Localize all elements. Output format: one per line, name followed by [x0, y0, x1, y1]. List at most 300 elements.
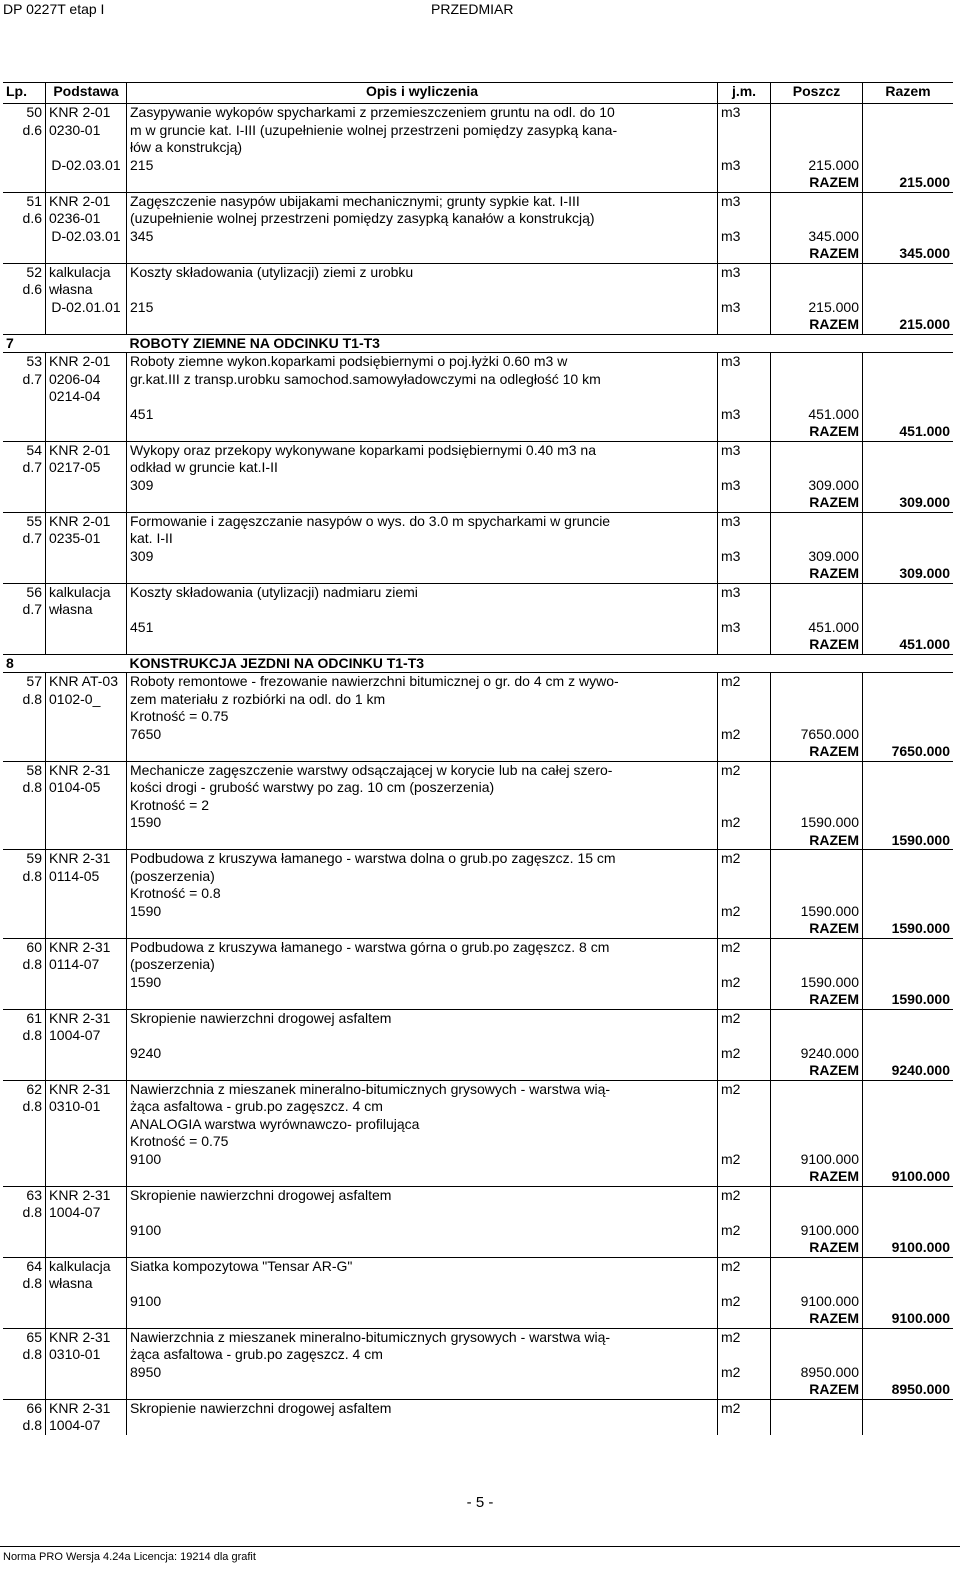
- razem-desc: [127, 1381, 718, 1399]
- lp-line: 63: [26, 1186, 42, 1203]
- razem-label: RAZEM: [771, 832, 863, 850]
- calc-row: [3, 1293, 953, 1311]
- calc-razem: [863, 1151, 954, 1169]
- position-basis: [46, 353, 127, 406]
- razem-value: 9100.000: [863, 1310, 954, 1328]
- calc-row: [3, 228, 953, 246]
- razem-row: [3, 174, 953, 192]
- position-poszcz: [771, 1080, 863, 1151]
- razem-basis: [46, 832, 127, 850]
- position-row: [3, 1009, 953, 1045]
- razem-basis: [46, 1062, 127, 1080]
- position-row: [3, 1328, 953, 1364]
- position-description: [127, 673, 718, 726]
- lp-line: 59: [26, 850, 42, 866]
- razem-unit: [718, 1310, 771, 1328]
- calc-value: 215: [127, 157, 718, 175]
- lp-line: d.7: [22, 530, 42, 546]
- calc-unit: m3: [718, 406, 771, 424]
- position-number: [3, 263, 46, 299]
- basis-line: własna: [49, 1275, 93, 1291]
- position-number: [3, 192, 46, 228]
- position-description: [127, 1257, 718, 1293]
- calc-value: 7650: [127, 726, 718, 744]
- position-razem: [863, 761, 954, 814]
- lp-line: 54: [26, 441, 42, 458]
- calc-poszcz: 9100.000: [771, 1222, 863, 1240]
- position-basis: [46, 1080, 127, 1151]
- section-title: ROBOTY ZIEMNE NA ODCINKU T1-T3: [127, 334, 954, 353]
- razem-label: RAZEM: [771, 1381, 863, 1399]
- description-line: (poszerzenia): [130, 867, 215, 884]
- razem-row: [3, 245, 953, 263]
- basis-line: KNR 2-31: [49, 850, 111, 866]
- position-basis: [46, 1009, 127, 1045]
- position-row: [3, 512, 953, 548]
- calc-value: 1590: [127, 814, 718, 832]
- description-line: odkład w gruncie kat.I-II: [130, 459, 278, 475]
- calc-unit: m2: [718, 1364, 771, 1382]
- description-line: łów a konstrukcją): [130, 139, 243, 155]
- razem-basis: [46, 316, 127, 334]
- basis-line: 1004-07: [49, 1027, 101, 1043]
- calc-value: 451: [127, 406, 718, 424]
- razem-desc: [127, 174, 718, 192]
- calc-razem: [863, 1364, 954, 1382]
- calc-value: 1590: [127, 903, 718, 921]
- section-gap: [46, 334, 127, 353]
- position-razem: [863, 263, 954, 299]
- calc-unit: m2: [718, 1222, 771, 1240]
- lp-line: 55: [26, 512, 42, 529]
- basis-line: 0114-05: [49, 867, 100, 884]
- basis-line: KNR 2-31: [49, 761, 111, 778]
- razem-row: [3, 565, 953, 583]
- calc-value: 345: [127, 228, 718, 246]
- razem-lp: [3, 920, 46, 938]
- basis-line: własna: [49, 601, 93, 617]
- calc-razem: [863, 477, 954, 495]
- position-number: [3, 441, 46, 477]
- basis-line: KNR AT-03: [49, 673, 118, 689]
- position-razem: [863, 1080, 954, 1151]
- lp-line: d.8: [22, 1204, 42, 1220]
- razem-unit: [718, 316, 771, 334]
- razem-value: 9240.000: [863, 1062, 954, 1080]
- position-basis: [46, 673, 127, 726]
- razem-desc: [127, 565, 718, 583]
- description-line: Krotność = 0.75: [130, 1133, 229, 1149]
- position-razem: [863, 512, 954, 548]
- description-line: Krotność = 0.8: [130, 885, 221, 901]
- position-poszcz: [771, 1257, 863, 1293]
- position-poszcz: [771, 1009, 863, 1045]
- razem-basis: [46, 494, 127, 512]
- position-unit: m3: [718, 583, 771, 619]
- calc-unit: m2: [718, 974, 771, 992]
- basis-line: KNR 2-31: [49, 1399, 111, 1416]
- razem-desc: [127, 245, 718, 263]
- razem-row: [3, 636, 953, 654]
- basis-line: KNR 2-31: [49, 1080, 111, 1097]
- calc-row: [3, 726, 953, 744]
- razem-label: RAZEM: [771, 1310, 863, 1328]
- calc-value: 9240: [127, 1045, 718, 1063]
- razem-row: [3, 423, 953, 441]
- razem-unit: [718, 174, 771, 192]
- calc-lp: [3, 299, 46, 317]
- basis-line: KNR 2-01: [49, 353, 111, 369]
- calc-lp: [3, 903, 46, 921]
- calc-lp: [3, 619, 46, 637]
- lp-line: d.8: [22, 867, 42, 884]
- position-basis: [46, 583, 127, 619]
- basis-line: kalkulacja: [49, 1257, 111, 1274]
- razem-basis: [46, 174, 127, 192]
- position-basis: [46, 1257, 127, 1293]
- position-unit: m3: [718, 512, 771, 548]
- description-line: Roboty remontowe - frezowanie nawierzchni bitumicznej o gr. do 4 cm z wywo-: [130, 673, 619, 689]
- razem-lp: [3, 991, 46, 1009]
- razem-lp: [3, 565, 46, 583]
- position-razem: [863, 104, 954, 157]
- position-unit: m3: [718, 104, 771, 157]
- lp-line: d.8: [22, 1417, 42, 1433]
- razem-row: [3, 1381, 953, 1399]
- description-line: Podbudowa z kruszywa łamanego - warstwa górna o grub.po zagęszcz. 8 cm: [130, 938, 610, 955]
- position-poszcz: [771, 263, 863, 299]
- basis-line: 0310-01: [49, 1098, 101, 1114]
- razem-basis: [46, 1381, 127, 1399]
- razem-lp: [3, 423, 46, 441]
- position-row: [3, 1080, 953, 1151]
- lp-line: 56: [26, 583, 42, 600]
- calc-basis: [46, 619, 127, 637]
- lp-line: d.8: [22, 1027, 42, 1043]
- razem-desc: [127, 1239, 718, 1257]
- calc-razem: [863, 814, 954, 832]
- position-description: [127, 1186, 718, 1222]
- position-number: [3, 1328, 46, 1364]
- razem-unit: [718, 245, 771, 263]
- footer-divider: [0, 1546, 960, 1547]
- calc-basis: [46, 1045, 127, 1063]
- calc-lp: [3, 1045, 46, 1063]
- calc-unit: m2: [718, 903, 771, 921]
- position-poszcz: [771, 512, 863, 548]
- razem-basis: [46, 991, 127, 1009]
- position-razem: [863, 1328, 954, 1364]
- razem-row: [3, 494, 953, 512]
- section-row: [3, 334, 953, 353]
- calc-lp: [3, 1293, 46, 1311]
- position-number: [3, 1257, 46, 1293]
- description-line: Mechanicze zagęszczenie warstwy odsączającej w korycie lub na całej szero-: [130, 761, 613, 778]
- basis-line: 0236-01: [49, 210, 101, 226]
- lp-line: 57: [26, 673, 42, 689]
- calc-basis: [46, 726, 127, 744]
- description-line: Nawierzchnia z mieszanek mineralno-bitumicznych grysowych - warstwa wią-: [130, 1328, 611, 1345]
- razem-desc: [127, 920, 718, 938]
- calc-basis: D-02.01.01: [46, 299, 127, 317]
- position-razem: [863, 192, 954, 228]
- calc-poszcz: 345.000: [771, 228, 863, 246]
- razem-label: RAZEM: [771, 636, 863, 654]
- calc-basis: [46, 406, 127, 424]
- position-number: [3, 1186, 46, 1222]
- position-razem: [863, 1257, 954, 1293]
- razem-basis: [46, 1168, 127, 1186]
- calc-row: [3, 548, 953, 566]
- position-description: [127, 263, 718, 299]
- calc-poszcz: 215.000: [771, 299, 863, 317]
- razem-lp: [3, 743, 46, 761]
- razem-lp: [3, 174, 46, 192]
- position-description: [127, 353, 718, 406]
- razem-row: [3, 1168, 953, 1186]
- lp-line: 52: [26, 263, 42, 280]
- razem-value: 9100.000: [863, 1168, 954, 1186]
- table-body: [3, 104, 953, 1435]
- position-description: [127, 1399, 718, 1435]
- position-unit: m2: [718, 673, 771, 726]
- position-basis: [46, 512, 127, 548]
- calc-poszcz: 7650.000: [771, 726, 863, 744]
- description-line: Siatka kompozytowa "Tensar AR-G": [130, 1257, 353, 1274]
- razem-value: 9100.000: [863, 1239, 954, 1257]
- lp-line: d.7: [22, 601, 42, 617]
- lp-line: d.8: [22, 956, 42, 972]
- position-razem: [863, 353, 954, 406]
- calc-row: [3, 477, 953, 495]
- basis-line: KNR 2-31: [49, 938, 111, 955]
- position-poszcz: [771, 1399, 863, 1435]
- calc-razem: [863, 974, 954, 992]
- position-row: [3, 583, 953, 619]
- razem-basis: [46, 636, 127, 654]
- calc-value: 309: [127, 548, 718, 566]
- razem-label: RAZEM: [771, 565, 863, 583]
- position-poszcz: [771, 761, 863, 814]
- basis-line: KNR 2-01: [49, 512, 111, 529]
- calc-razem: [863, 619, 954, 637]
- calc-basis: D-02.03.01: [46, 228, 127, 246]
- razem-lp: [3, 1310, 46, 1328]
- position-description: [127, 583, 718, 619]
- table-header-row: [3, 83, 953, 104]
- description-line: Koszty składowania (utylizacji) ziemi z urobku: [130, 263, 414, 280]
- razem-value: 451.000: [863, 423, 954, 441]
- position-razem: [863, 1186, 954, 1222]
- position-row: [3, 441, 953, 477]
- lp-line: d.6: [22, 281, 42, 297]
- calc-unit: m3: [718, 299, 771, 317]
- header-title: PRZEDMIAR: [431, 1, 514, 17]
- lp-line: d.8: [22, 1098, 42, 1114]
- calc-lp: [3, 1364, 46, 1382]
- razem-basis: [46, 245, 127, 263]
- position-poszcz: [771, 673, 863, 726]
- position-description: [127, 1080, 718, 1151]
- col-razem: Razem: [863, 83, 954, 104]
- calc-poszcz: 451.000: [771, 619, 863, 637]
- description-line: kości drogi - grubość warstwy po zag. 10 cm (poszerzenia): [130, 779, 495, 795]
- description-line: Wykopy oraz przekopy wykonywane koparkami podsiębiernymi 0.40 m3 na: [130, 441, 596, 458]
- position-basis: [46, 938, 127, 974]
- calc-row: [3, 299, 953, 317]
- position-description: [127, 441, 718, 477]
- position-razem: [863, 850, 954, 903]
- razem-unit: [718, 494, 771, 512]
- basis-line: KNR 2-01: [49, 441, 111, 458]
- position-row: [3, 353, 953, 406]
- position-poszcz: [771, 1186, 863, 1222]
- razem-row: [3, 316, 953, 334]
- razem-label: RAZEM: [771, 920, 863, 938]
- razem-value: 309.000: [863, 494, 954, 512]
- lp-line: d.8: [22, 779, 42, 795]
- razem-value: 309.000: [863, 565, 954, 583]
- calc-lp: [3, 1222, 46, 1240]
- calc-razem: [863, 228, 954, 246]
- position-razem: [863, 1009, 954, 1045]
- basis-line: kalkulacja: [49, 583, 111, 600]
- calc-row: [3, 814, 953, 832]
- calc-basis: [46, 1364, 127, 1382]
- razem-basis: [46, 920, 127, 938]
- basis-line: KNR 2-31: [49, 1328, 111, 1345]
- razem-row: [3, 1062, 953, 1080]
- calc-unit: m2: [718, 1151, 771, 1169]
- calc-row: [3, 974, 953, 992]
- col-poszcz: Poszcz: [771, 83, 863, 104]
- position-unit: m2: [718, 1080, 771, 1151]
- basis-line: kalkulacja: [49, 263, 111, 280]
- position-basis: [46, 104, 127, 157]
- calc-unit: m3: [718, 477, 771, 495]
- calc-value: 9100: [127, 1151, 718, 1169]
- razem-value: 1590.000: [863, 920, 954, 938]
- razem-desc: [127, 316, 718, 334]
- calc-unit: m3: [718, 548, 771, 566]
- razem-label: RAZEM: [771, 423, 863, 441]
- basis-line: 0114-07: [49, 956, 100, 972]
- calc-basis: [46, 903, 127, 921]
- position-unit: m2: [718, 1186, 771, 1222]
- lp-line: 66: [26, 1399, 42, 1416]
- basis-line: 0206-04: [49, 370, 101, 387]
- calc-lp: [3, 974, 46, 992]
- position-unit: m2: [718, 938, 771, 974]
- position-basis: [46, 263, 127, 299]
- description-line: Formowanie i zagęszczanie nasypów o wys. do 3.0 m spycharkami w gruncie: [130, 512, 611, 529]
- position-number: [3, 673, 46, 726]
- razem-value: 1590.000: [863, 991, 954, 1009]
- razem-desc: [127, 423, 718, 441]
- calc-unit: m2: [718, 1293, 771, 1311]
- calc-razem: [863, 726, 954, 744]
- description-line: Zasypywanie wykopów spycharkami z przemieszczeniem gruntu na odl. do 10: [130, 104, 615, 120]
- description-line: Krotność = 2: [130, 796, 209, 813]
- razem-label: RAZEM: [771, 1239, 863, 1257]
- position-number: [3, 583, 46, 619]
- razem-lp: [3, 832, 46, 850]
- lp-line: 62: [26, 1080, 42, 1097]
- calc-value: 8950: [127, 1364, 718, 1382]
- basis-line: własna: [49, 281, 93, 297]
- position-number: [3, 938, 46, 974]
- razem-desc: [127, 1310, 718, 1328]
- position-number: [3, 1009, 46, 1045]
- position-razem: [863, 441, 954, 477]
- description-line: Krotność = 0.75: [130, 708, 229, 724]
- basis-line: KNR 2-31: [49, 1009, 111, 1026]
- position-row: [3, 192, 953, 228]
- calc-basis: [46, 548, 127, 566]
- lp-line: 58: [26, 761, 42, 778]
- position-row: [3, 938, 953, 974]
- calc-razem: [863, 1222, 954, 1240]
- position-razem: [863, 938, 954, 974]
- calc-unit: m2: [718, 814, 771, 832]
- razem-value: 215.000: [863, 174, 954, 192]
- calc-basis: [46, 814, 127, 832]
- position-number: [3, 104, 46, 157]
- calc-razem: [863, 1045, 954, 1063]
- razem-unit: [718, 565, 771, 583]
- position-row: [3, 1257, 953, 1293]
- razem-lp: [3, 245, 46, 263]
- calc-razem: [863, 548, 954, 566]
- razem-desc: [127, 1062, 718, 1080]
- position-unit: m3: [718, 263, 771, 299]
- razem-row: [3, 832, 953, 850]
- position-row: [3, 850, 953, 903]
- position-unit: m3: [718, 192, 771, 228]
- position-poszcz: [771, 353, 863, 406]
- description-line: Koszty składowania (utylizacji) nadmiaru ziemi: [130, 583, 418, 600]
- razem-label: RAZEM: [771, 1062, 863, 1080]
- calc-lp: [3, 157, 46, 175]
- basis-line: 0217-05: [49, 459, 101, 475]
- position-poszcz: [771, 583, 863, 619]
- position-description: [127, 938, 718, 974]
- header-project: DP 0227T etap I: [3, 1, 105, 17]
- position-row: [3, 761, 953, 814]
- calc-value: 9100: [127, 1222, 718, 1240]
- lp-line: d.6: [22, 210, 42, 226]
- razem-lp: [3, 316, 46, 334]
- basis-line: KNR 2-01: [49, 104, 111, 120]
- razem-value: 1590.000: [863, 832, 954, 850]
- description-line: kat. I-II: [130, 530, 173, 546]
- calc-razem: [863, 1293, 954, 1311]
- calc-row: [3, 1222, 953, 1240]
- calc-row: [3, 903, 953, 921]
- przedmiar-table: [3, 82, 953, 1435]
- description-line: gr.kat.III z transp.urobku samochod.samowyładowczymi na odległość 10 km: [130, 370, 601, 387]
- razem-unit: [718, 636, 771, 654]
- razem-unit: [718, 743, 771, 761]
- position-poszcz: [771, 938, 863, 974]
- description-line: Podbudowa z kruszywa łamanego - warstwa dolna o grub.po zagęszcz. 15 cm: [130, 850, 616, 866]
- calc-basis: D-02.03.01: [46, 157, 127, 175]
- calc-poszcz: 8950.000: [771, 1364, 863, 1382]
- lp-line: 50: [26, 104, 42, 120]
- position-unit: m3: [718, 353, 771, 406]
- razem-label: RAZEM: [771, 1168, 863, 1186]
- col-lp: Lp.: [3, 83, 46, 104]
